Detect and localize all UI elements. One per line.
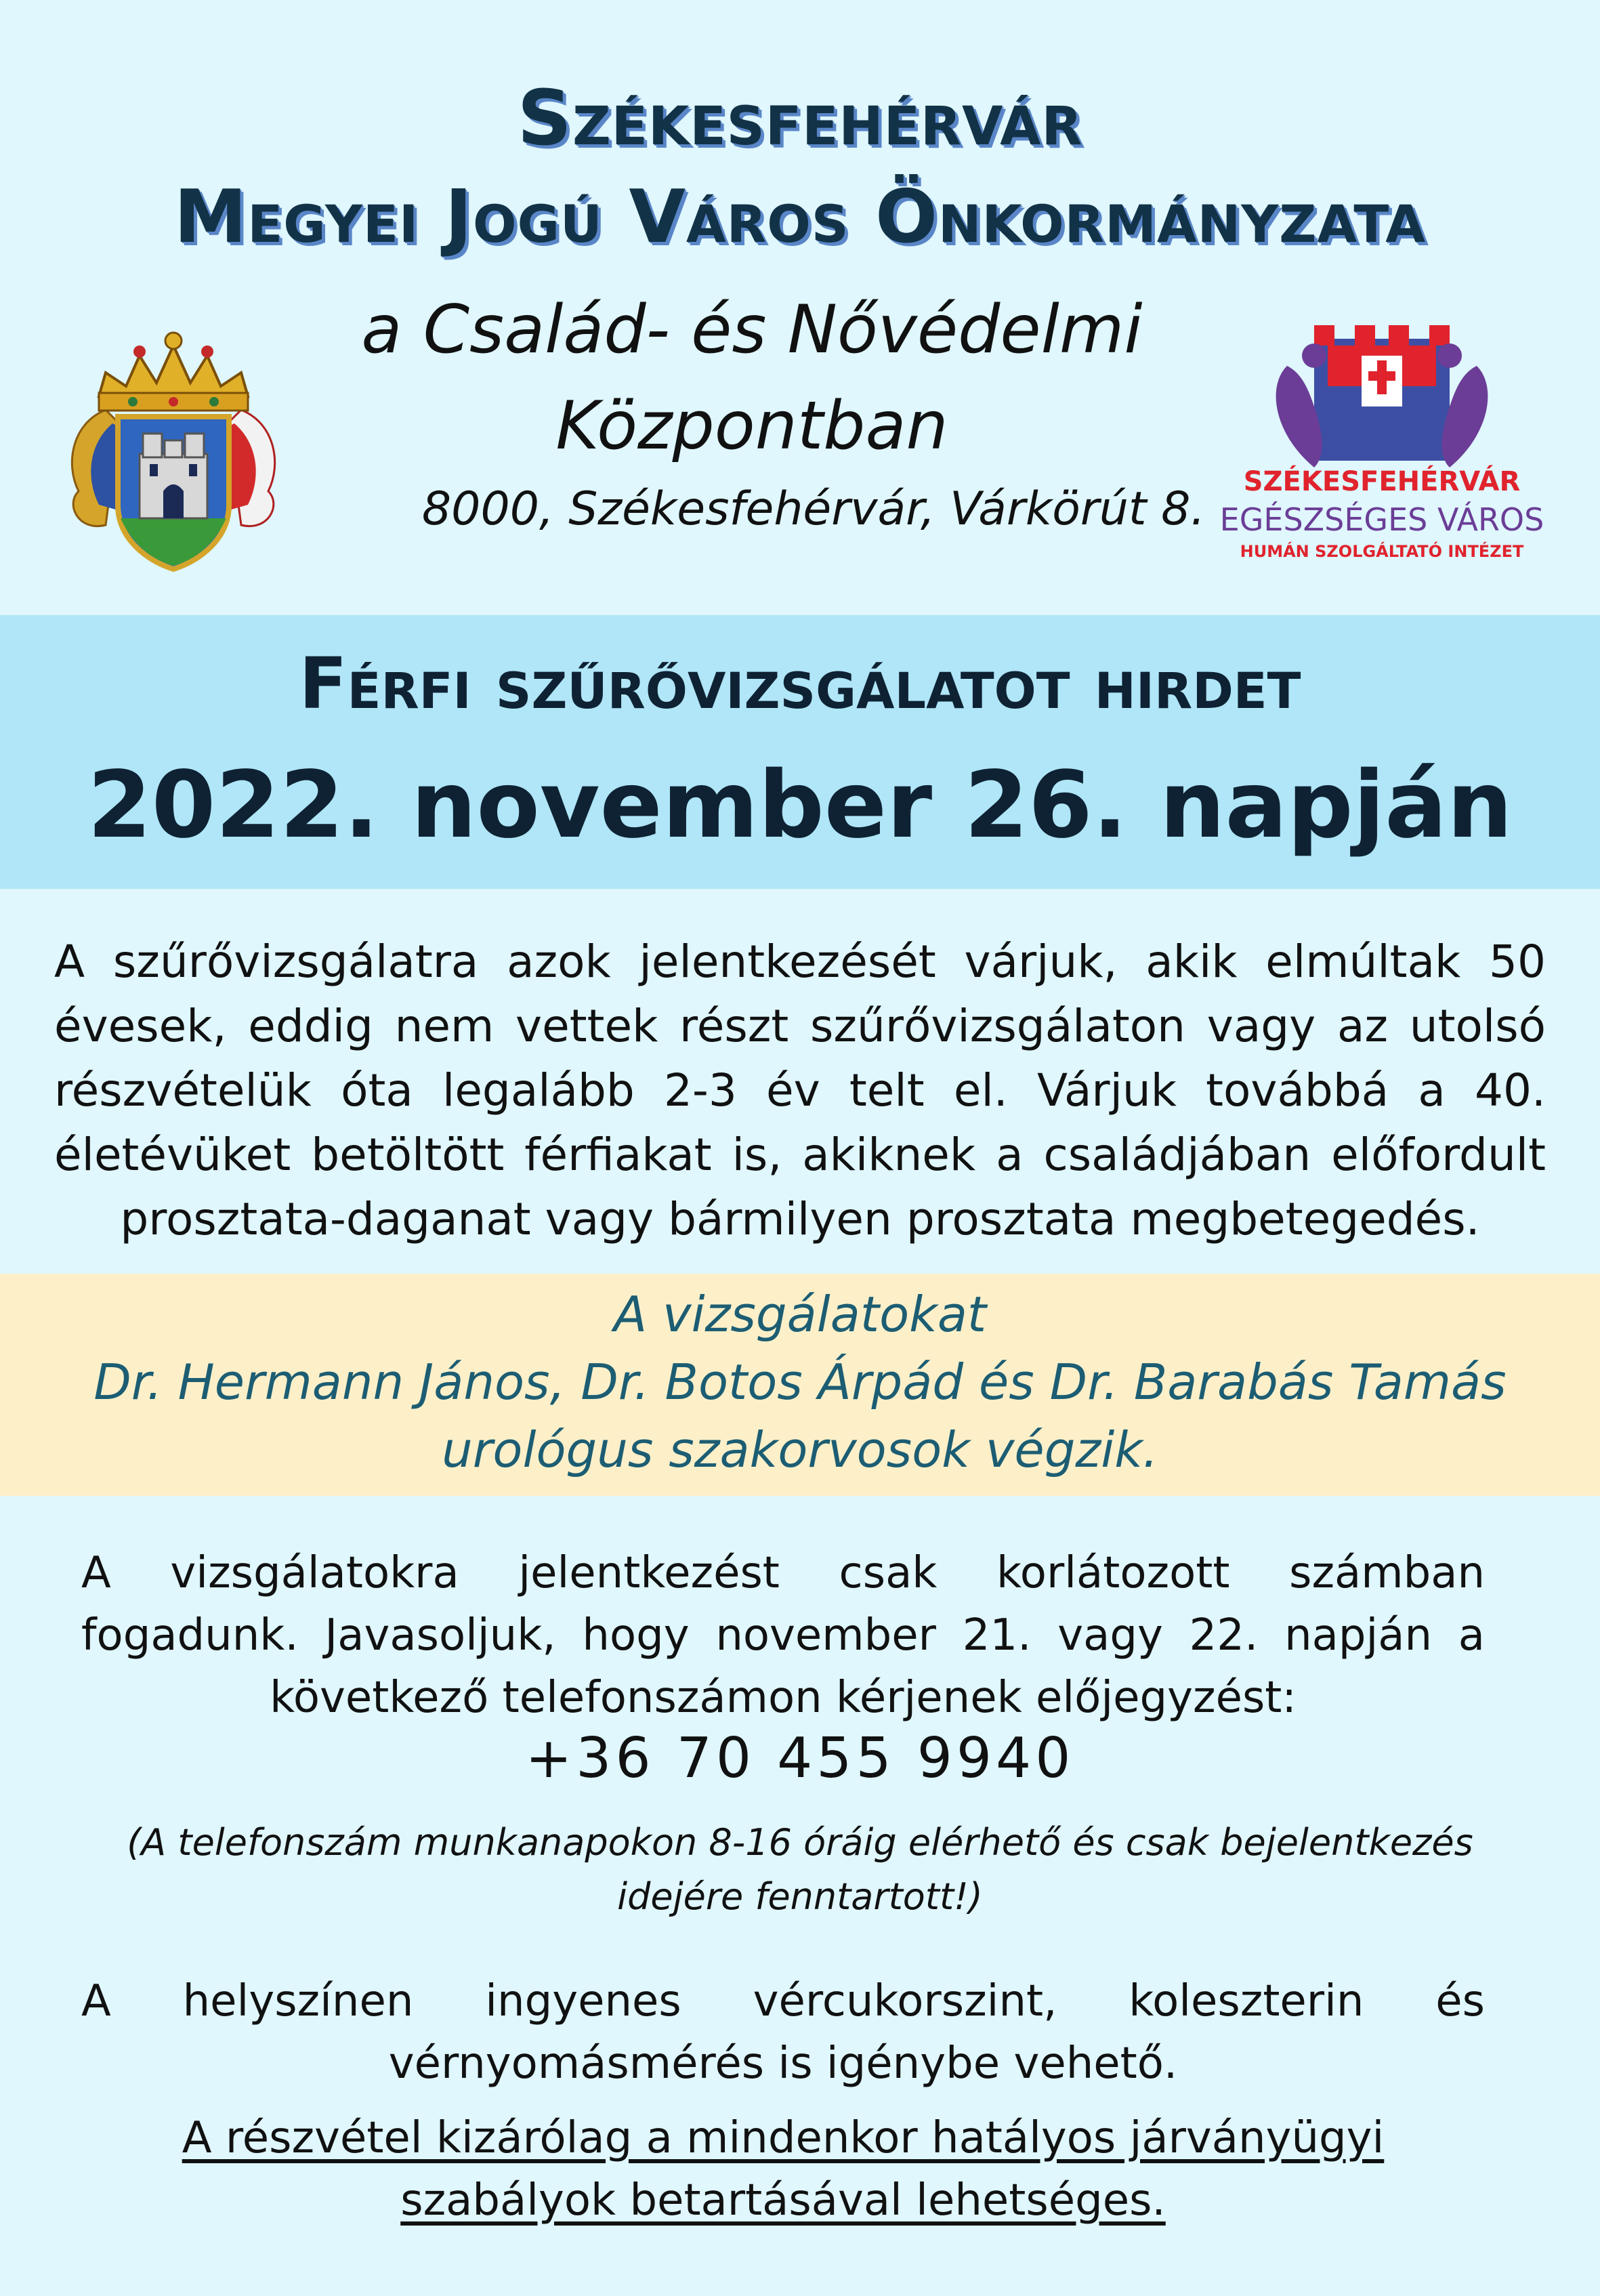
doctors-band — [0, 1274, 1600, 1496]
announcement-date: 2022. november 26. napján — [87, 752, 1513, 859]
phone-note: (A telefonszám munkanapokon 8-16 óráig elérhető és csak bejelentkezés idejére fenntartott!) — [127, 1821, 1473, 1918]
registration-paragraph: A vizsgálatokra jelentkezést csak korlátozott számban fogadunk. Javasoljuk, hogy november 21. vagy 22. napján a következő telefonszámon kérjenek előjegyzést: — [81, 1548, 1485, 1723]
logo-city-name: SZÉKESFEHÉRVÁR — [1243, 466, 1521, 497]
page-title-line2: Megyei Jogú Város Önkormányzata — [173, 175, 1427, 259]
doctors-intro: A vizsgálatokat — [613, 1286, 987, 1343]
subtitle-line1: a Család- és Nővédelmi — [361, 291, 1143, 369]
doctors-names: Dr. Hermann János, Dr. Botos Árpád és Dr. Barabás Tamás — [93, 1354, 1507, 1411]
address: 8000, Székesfehérvár, Várkörút 8. — [421, 482, 1206, 536]
doctors-role: urológus szakorvosok végzik. — [442, 1421, 1158, 1478]
castle-hearts-icon — [1213, 318, 1551, 481]
logo-tagline: HUMÁN SZOLGÁLTATÓ INTÉZET — [1240, 542, 1524, 561]
logo-program-name: EGÉSZSÉGES VÁROS — [1219, 501, 1544, 538]
subtitle-line2: Központban — [555, 388, 948, 465]
rules-paragraph: A részvétel kizárólag a mindenkor hatályos járványügyi szabályok betartásával lehetséges. — [182, 2113, 1385, 2226]
intro-paragraph: A szűrővizsgálatra azok jelentkezését várjuk, akik elmúltak 50 évesek, eddig nem vettek részt szűrővizsgálaton vagy az utolsó részvételük óta legalább 2-3 év telt el. Várjuk továbbá a 40. életévüket betöltött férfiakat is, akiknek a családjában előfordult prosztata-daganat vagy bármilyen prosztata megbetegedés. — [54, 936, 1546, 1245]
extras-paragraph: A helyszínen ingyenes vércukorszint, koleszterin és vérnyomásmérés is igénybe vehető. — [81, 1976, 1485, 2089]
phone-number: +36 70 455 9940 — [525, 1726, 1075, 1791]
announcement-title: Férfi szűrővizsgálatot hirdet — [299, 642, 1301, 725]
healthy-city-logo — [1213, 318, 1551, 589]
page-title: Székesfehérvár — [517, 75, 1083, 163]
